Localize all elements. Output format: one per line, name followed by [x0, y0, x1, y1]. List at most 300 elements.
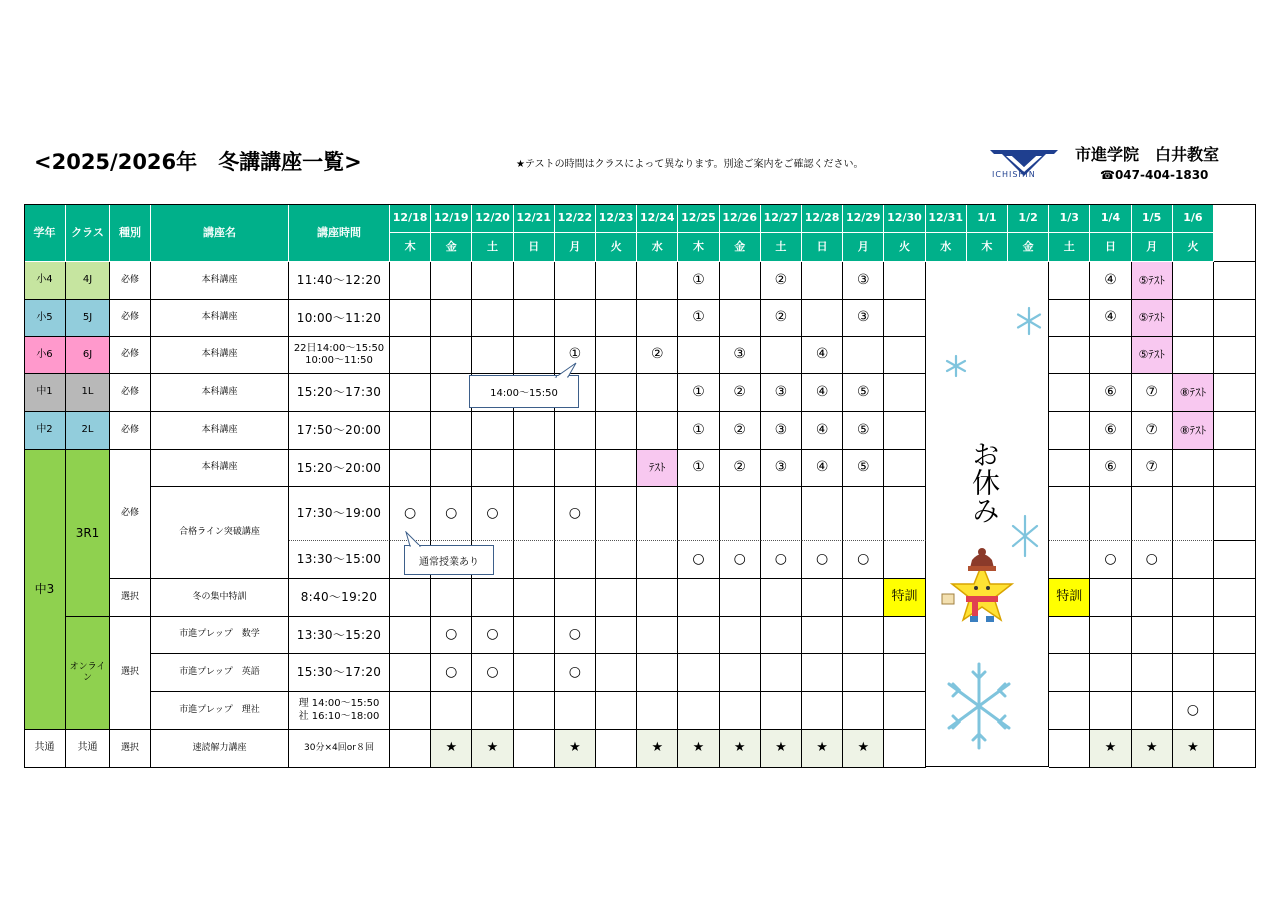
date-header: 1/2 [1008, 204, 1049, 233]
schedule-cell [1049, 374, 1090, 412]
schedule-cell-filled: ○ [472, 487, 513, 541]
weekday-header: 日 [802, 233, 843, 262]
schedule-cell-filled: ★ [431, 730, 472, 768]
schedule-cell-filled: ○ [1132, 541, 1173, 579]
class-cell: 6J [66, 337, 110, 374]
type-cell-sentaku: 選択 [110, 617, 151, 730]
date-header: 12/25 [678, 204, 719, 233]
grade-cell: 中1 [24, 374, 66, 412]
schedule-cell [678, 579, 719, 617]
schedule-cell [1173, 541, 1214, 579]
schedule-cell [555, 262, 596, 300]
course-name-cell: 市進プレップ 数学 [151, 617, 289, 654]
schedule-cell [596, 579, 637, 617]
schedule-cell [1049, 654, 1090, 692]
schedule-cell [596, 730, 637, 768]
class-cell: 共通 [66, 730, 110, 768]
schedule-cell-filled: 特訓 [884, 579, 925, 617]
weekday-header: 月 [1132, 233, 1173, 262]
time-line-2: 10:00～11:50 [305, 355, 373, 366]
schedule-cell [472, 579, 513, 617]
schedule-cell [390, 654, 431, 692]
grade-cell: 共通 [24, 730, 66, 768]
schedule-cell-filled: ② [720, 412, 761, 450]
schedule-cell [596, 692, 637, 730]
schedule-cell-filled: ★ [1173, 730, 1214, 768]
weekday-header: 金 [431, 233, 472, 262]
schedule-cell [884, 617, 925, 654]
schedule-cell [843, 337, 884, 374]
schedule-cell [761, 579, 802, 617]
schedule-cell [555, 450, 596, 487]
schedule-cell-filled: ★ [843, 730, 884, 768]
snowflake-icon [1014, 306, 1044, 336]
schedule-cell-filled: ① [678, 300, 719, 337]
schedule-cell-filled: ○ [1090, 541, 1131, 579]
schedule-cell-filled: ★ [637, 730, 678, 768]
schedule-cell [884, 412, 925, 450]
class-cell-online: オンライン [66, 617, 110, 730]
schedule-cell [596, 541, 637, 579]
schedule-cell [1173, 579, 1214, 617]
weekday-header: 月 [555, 233, 596, 262]
schedule-cell [1049, 300, 1090, 337]
date-header: 1/1 [967, 204, 1008, 233]
schedule-cell-filled: ○ [555, 617, 596, 654]
schedule-cell [472, 692, 513, 730]
schedule-cell [1049, 450, 1090, 487]
schedule-cell [843, 579, 884, 617]
column-header-grade: 学年 [24, 204, 66, 262]
schedule-cell [1214, 300, 1256, 337]
schedule-cell [431, 262, 472, 300]
schedule-cell [802, 692, 843, 730]
schedule-cell [843, 617, 884, 654]
schedule-cell [802, 579, 843, 617]
schedule-cell [884, 541, 925, 579]
course-name-cell: 本科講座 [151, 412, 289, 450]
schedule-cell-filled: ④ [802, 374, 843, 412]
schedule-cell [390, 412, 431, 450]
schedule-cell [431, 692, 472, 730]
schedule-cell [1090, 487, 1131, 541]
schedule-cell [843, 487, 884, 541]
schedule-cell [1214, 450, 1256, 487]
schedule-cell-filled: ○ [431, 617, 472, 654]
time-line-2: 社 16:10～18:00 [298, 710, 380, 722]
class-cell: 2L [66, 412, 110, 450]
time-cell: 10:00～11:20 [289, 300, 390, 337]
schedule-cell [1132, 487, 1173, 541]
schedule-cell-filled: ③ [843, 262, 884, 300]
schedule-cell [431, 579, 472, 617]
schedule-cell [514, 692, 555, 730]
page-note: ★テストの時間はクラスによって異なります。別途ご案内をご確認ください。 [516, 159, 864, 170]
schedule-cell-filled: ⑦ [1132, 450, 1173, 487]
schedule-cell [514, 450, 555, 487]
schedule-cell [390, 617, 431, 654]
schedule-cell [884, 374, 925, 412]
date-header: 12/30 [884, 204, 925, 233]
schedule-cell-filled: ① [678, 412, 719, 450]
schedule-cell-filled: ★ [761, 730, 802, 768]
schedule-cell [761, 337, 802, 374]
column-header-class: クラス [66, 204, 110, 262]
course-name-cell: 本科講座 [151, 262, 289, 300]
schedule-cell [884, 337, 925, 374]
schedule-cell [514, 579, 555, 617]
schedule-cell-filled: ⑤ﾃｽﾄ [1132, 262, 1173, 300]
schedule-cell-filled: ★ [720, 730, 761, 768]
schedule-cell-filled: ★ [1090, 730, 1131, 768]
schedule-cell [431, 374, 472, 412]
schedule-cell [1173, 654, 1214, 692]
schedule-cell [678, 617, 719, 654]
column-header-time: 講座時間 [289, 204, 390, 262]
weekday-header: 火 [1173, 233, 1214, 262]
schedule-cell-filled: ⑧ﾃｽﾄ [1173, 412, 1214, 450]
schedule-cell [884, 692, 925, 730]
schedule-cell [431, 450, 472, 487]
schedule-cell [637, 692, 678, 730]
time-cell: 30分×4回or８回 [289, 730, 390, 768]
weekday-header: 金 [1008, 233, 1049, 262]
time-cell: 11:40～12:20 [289, 262, 390, 300]
schedule-cell [514, 541, 555, 579]
schedule-cell-filled: ④ [1090, 262, 1131, 300]
weekday-header: 木 [678, 233, 719, 262]
schedule-cell [637, 487, 678, 541]
schedule-cell [1090, 692, 1131, 730]
schedule-cell-filled: ⑤ [843, 450, 884, 487]
schedule-cell [720, 692, 761, 730]
date-header: 12/21 [514, 204, 555, 233]
schedule-cell [472, 412, 513, 450]
schedule-cell [1214, 337, 1256, 374]
schedule-cell [1132, 692, 1173, 730]
date-header: 12/27 [761, 204, 802, 233]
star-mascot-illustration [938, 546, 1024, 636]
schedule-cell [1214, 730, 1256, 768]
schedule-cell [472, 300, 513, 337]
schedule-cell [884, 262, 925, 300]
weekday-header: 水 [637, 233, 678, 262]
date-header: 12/19 [431, 204, 472, 233]
grade-cell: 小5 [24, 300, 66, 337]
schedule-cell-filled: ⑦ [1132, 374, 1173, 412]
schedule-cell [1049, 730, 1090, 768]
schedule-cell-filled: ⑤ [843, 412, 884, 450]
schedule-cell-filled: ○ [390, 487, 431, 541]
time-cell: 13:30～15:20 [289, 617, 390, 654]
date-header: 1/5 [1132, 204, 1173, 233]
regular-class-callout [404, 545, 494, 575]
schedule-cell [514, 654, 555, 692]
schedule-cell-filled: ① [555, 337, 596, 374]
schedule-cell [637, 654, 678, 692]
class-cell: 4J [66, 262, 110, 300]
schedule-cell-filled: ★ [555, 730, 596, 768]
weekday-header: 日 [514, 233, 555, 262]
header-trailing-cell [1214, 204, 1256, 262]
schedule-cell [1173, 337, 1214, 374]
schedule-cell [1090, 617, 1131, 654]
schedule-cell [1049, 337, 1090, 374]
schedule-cell-filled: 特訓 [1049, 579, 1090, 617]
schedule-cell [802, 487, 843, 541]
type-cell: 必修 [110, 337, 151, 374]
time-line-1: 理 14:00～15:50 [298, 698, 380, 709]
schedule-cell [1132, 617, 1173, 654]
schedule-cell [514, 487, 555, 541]
schedule-cell [1090, 579, 1131, 617]
schedule-cell [390, 337, 431, 374]
schedule-cell-filled: ④ [802, 412, 843, 450]
schedule-cell [596, 450, 637, 487]
schedule-cell [1049, 262, 1090, 300]
schedule-cell [1214, 262, 1256, 300]
schedule-cell [596, 654, 637, 692]
grade-cell: 小6 [24, 337, 66, 374]
schedule-cell [1214, 654, 1256, 692]
schedule-cell [555, 412, 596, 450]
time-cell: 15:30～17:20 [289, 654, 390, 692]
date-header: 12/28 [802, 204, 843, 233]
schedule-cell-filled: ⑥ [1090, 374, 1131, 412]
schedule-cell [761, 692, 802, 730]
schedule-cell-filled: ★ [802, 730, 843, 768]
schedule-cell-filled: ○ [1173, 692, 1214, 730]
weekday-header: 水 [926, 233, 967, 262]
schedule-cell [720, 617, 761, 654]
schedule-cell-filled: ② [761, 262, 802, 300]
schedule-cell-filled: ★ [678, 730, 719, 768]
schedule-cell [390, 730, 431, 768]
course-name-cell: 市進プレップ 理社 [151, 692, 289, 730]
type-cell: 必修 [110, 300, 151, 337]
schedule-cell-filled: ○ [472, 617, 513, 654]
schedule-cell-filled: ⑧ﾃｽﾄ [1173, 374, 1214, 412]
weekday-header: 土 [1049, 233, 1090, 262]
class-cell: 5J [66, 300, 110, 337]
schedule-cell [884, 450, 925, 487]
schedule-cell-filled: ③ [761, 450, 802, 487]
schedule-cell-filled: ④ [1090, 300, 1131, 337]
schedule-cell [1049, 692, 1090, 730]
course-name-cell: 合格ライン突破講座 [151, 487, 289, 579]
schedule-cell-filled: ③ [843, 300, 884, 337]
type-cell: 必修 [110, 374, 151, 412]
schedule-cell [1132, 579, 1173, 617]
schedule-cell [802, 300, 843, 337]
schedule-cell [843, 692, 884, 730]
schedule-cell-filled: ⑤ [843, 374, 884, 412]
class-cell: 1L [66, 374, 110, 412]
callout-pointer [554, 362, 580, 378]
school-name: 市進学院 白井教室 [1075, 145, 1220, 164]
schedule-cell [514, 617, 555, 654]
schedule-cell [1090, 337, 1131, 374]
schedule-cell-filled: ○ [555, 487, 596, 541]
type-cell: 選択 [110, 730, 151, 768]
schedule-cell [802, 262, 843, 300]
schedule-cell [884, 654, 925, 692]
schedule-cell [514, 412, 555, 450]
schedule-cell [1049, 487, 1090, 541]
snowflake-icon [946, 660, 1012, 752]
schedule-cell [1214, 692, 1256, 730]
weekday-header: 木 [390, 233, 431, 262]
date-header: 1/6 [1173, 204, 1214, 233]
class-cell-3r1: 3R1 [66, 450, 110, 617]
schedule-cell [720, 487, 761, 541]
schedule-cell [1173, 617, 1214, 654]
schedule-cell [431, 300, 472, 337]
schedule-cell [555, 300, 596, 337]
weekday-header: 金 [720, 233, 761, 262]
date-header: 12/24 [637, 204, 678, 233]
schedule-cell [514, 300, 555, 337]
schedule-cell-filled: ③ [761, 412, 802, 450]
schedule-cell [390, 579, 431, 617]
logo-text: ICHISHIN [992, 170, 1036, 179]
schedule-cell-filled: ★ [472, 730, 513, 768]
schedule-cell [720, 300, 761, 337]
schedule-cell [431, 337, 472, 374]
date-header: 12/22 [555, 204, 596, 233]
schedule-cell [720, 579, 761, 617]
schedule-cell [1214, 617, 1256, 654]
schedule-cell-filled: ⑦ [1132, 412, 1173, 450]
schedule-cell [1132, 654, 1173, 692]
course-name-cell: 市進プレップ 英語 [151, 654, 289, 692]
time-cell [289, 337, 390, 374]
weekday-header: 火 [884, 233, 925, 262]
schedule-cell [596, 262, 637, 300]
schedule-cell [637, 579, 678, 617]
schedule-cell [555, 579, 596, 617]
schedule-cell [761, 654, 802, 692]
weekday-header: 月 [843, 233, 884, 262]
date-header: 1/4 [1090, 204, 1131, 233]
date-header: 1/3 [1049, 204, 1090, 233]
grade-cell-ch3: 中3 [24, 450, 66, 730]
schedule-cell-filled: ⑥ [1090, 450, 1131, 487]
schedule-cell [390, 692, 431, 730]
schedule-cell-filled: ③ [761, 374, 802, 412]
schedule-cell-filled: ○ [472, 654, 513, 692]
schedule-cell [555, 692, 596, 730]
schedule-cell [678, 692, 719, 730]
schedule-cell-filled: ○ [802, 541, 843, 579]
schedule-cell [596, 337, 637, 374]
weekday-header: 土 [472, 233, 513, 262]
regular-class-callout-text: 通常授業あり [419, 556, 479, 568]
schedule-cell [514, 337, 555, 374]
schedule-cell-filled: ② [720, 450, 761, 487]
callout-pointer [404, 531, 424, 547]
weekday-header: 火 [596, 233, 637, 262]
date-header: 12/23 [596, 204, 637, 233]
grade-cell: 中2 [24, 412, 66, 450]
schedule-cell [1049, 412, 1090, 450]
schedule-cell [472, 450, 513, 487]
schedule-cell [720, 262, 761, 300]
schedule-cell [514, 262, 555, 300]
type-cell: 必修 [110, 262, 151, 300]
type-cell-hisshu: 必修 [110, 450, 151, 579]
time-cell: 17:50～20:00 [289, 412, 390, 450]
schedule-cell [390, 262, 431, 300]
schedule-cell [514, 730, 555, 768]
schedule-cell [843, 654, 884, 692]
time-cell: 15:20～20:00 [289, 450, 390, 487]
schedule-cell [390, 374, 431, 412]
schedule-cell [720, 654, 761, 692]
time-cell [289, 692, 390, 730]
course-name-cell: 本科講座 [151, 300, 289, 337]
course-name-cell: 本科講座 [151, 337, 289, 374]
schedule-cell [1214, 487, 1256, 541]
schedule-cell [884, 730, 925, 768]
schedule-cell [1049, 617, 1090, 654]
time-callout-text: 14:00～15:50 [490, 388, 558, 399]
type-cell: 必修 [110, 412, 151, 450]
schedule-cell [637, 617, 678, 654]
course-name-cell: 冬の集中特訓 [151, 579, 289, 617]
schedule-cell-filled: ③ [720, 337, 761, 374]
schedule-cell-filled: ① [678, 262, 719, 300]
schedule-cell [1049, 541, 1090, 579]
school-phone: ☎047-404-1830 [1100, 168, 1209, 182]
schedule-cell-filled: ⑥ [1090, 412, 1131, 450]
schedule-cell [884, 487, 925, 541]
schedule-cell [596, 374, 637, 412]
time-callout [469, 375, 579, 408]
schedule-cell-filled: ① [678, 374, 719, 412]
time-cell: 8:40～19:20 [289, 579, 390, 617]
schedule-cell [390, 450, 431, 487]
schedule-cell [596, 412, 637, 450]
schedule-cell-filled: ② [720, 374, 761, 412]
schedule-cell [1173, 300, 1214, 337]
schedule-cell [1214, 374, 1256, 412]
schedule-cell-filled: ② [637, 337, 678, 374]
schedule-cell [1173, 450, 1214, 487]
schedule-cell-filled: ① [678, 450, 719, 487]
type-cell: 選択 [110, 579, 151, 617]
schedule-cell-filled: ○ [431, 487, 472, 541]
time-line-1: 22日14:00～15:50 [293, 342, 385, 354]
time-cell: 17:30～19:00 [289, 487, 390, 541]
time-cell: 13:30～15:00 [289, 541, 390, 579]
schedule-cell-filled: ○ [843, 541, 884, 579]
schedule-cell [1173, 262, 1214, 300]
schedule-cell [596, 617, 637, 654]
schedule-cell [802, 654, 843, 692]
schedule-cell-filled: ﾃｽﾄ [637, 450, 678, 487]
grade-cell: 小4 [24, 262, 66, 300]
date-header: 12/20 [472, 204, 513, 233]
schedule-cell [596, 300, 637, 337]
schedule-cell-filled: ○ [761, 541, 802, 579]
schedule-cell [472, 337, 513, 374]
schedule-cell [802, 617, 843, 654]
date-header: 12/29 [843, 204, 884, 233]
schedule-cell [761, 487, 802, 541]
column-header-course: 講座名 [151, 204, 289, 262]
schedule-cell [637, 262, 678, 300]
